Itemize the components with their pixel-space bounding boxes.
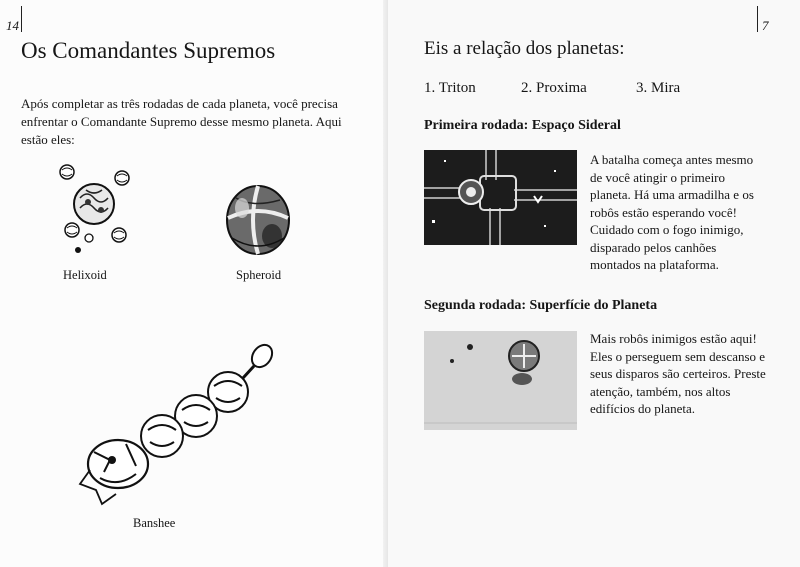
- page-number-rule: [21, 6, 22, 32]
- left-page: [0, 0, 388, 567]
- page-title-right: Eis a relação dos planetas:: [424, 38, 625, 59]
- page-number-rule: [757, 6, 758, 32]
- page-number-left: 14: [6, 18, 19, 33]
- caption-spheroid: Spheroid: [236, 268, 282, 282]
- helixoid-illustration: [52, 158, 142, 258]
- right-page: [388, 0, 800, 567]
- planet-item: 3. Mira: [636, 80, 681, 96]
- page-title-left: Os Comandantes Supremos: [21, 38, 276, 63]
- planet-item: 2. Proxima: [521, 80, 587, 96]
- round-heading: Primeira rodada: Espaço Sideral: [424, 118, 621, 133]
- planet-item: 1. Triton: [424, 80, 476, 96]
- round-description: A batalha começa antes mesmo de você atingir o primeiro planeta. Há uma armadilha e os robôs estão esperando você! Cuidado com o fogo inimigo, disparado pelos canhões montados na plataforma.: [590, 152, 754, 272]
- spheroid-illustration: [222, 178, 294, 264]
- banshee-illustration: [78, 340, 278, 510]
- round-heading: Segunda rodada: Superfície do Planeta: [424, 298, 658, 313]
- caption-helixoid: Helixoid: [63, 268, 107, 282]
- intro-paragraph: Após completar as três rodadas de cada planeta, você precisa enfrentar o Comandante Supremo desse mesmo planeta. Aqui estão eles:: [21, 96, 342, 147]
- page-number-right: 7: [762, 18, 769, 33]
- caption-banshee: Banshee: [133, 516, 176, 530]
- round-description: Mais robôs inimigos estão aqui! Eles o perseguem sem descanso e seus disparos são certeiros. Preste atenção, também, nos altos edifícios do planeta.: [590, 331, 766, 416]
- planet-surface-screenshot: [424, 331, 577, 430]
- space-platform-screenshot: [424, 150, 577, 245]
- planet-list: [424, 80, 680, 97]
